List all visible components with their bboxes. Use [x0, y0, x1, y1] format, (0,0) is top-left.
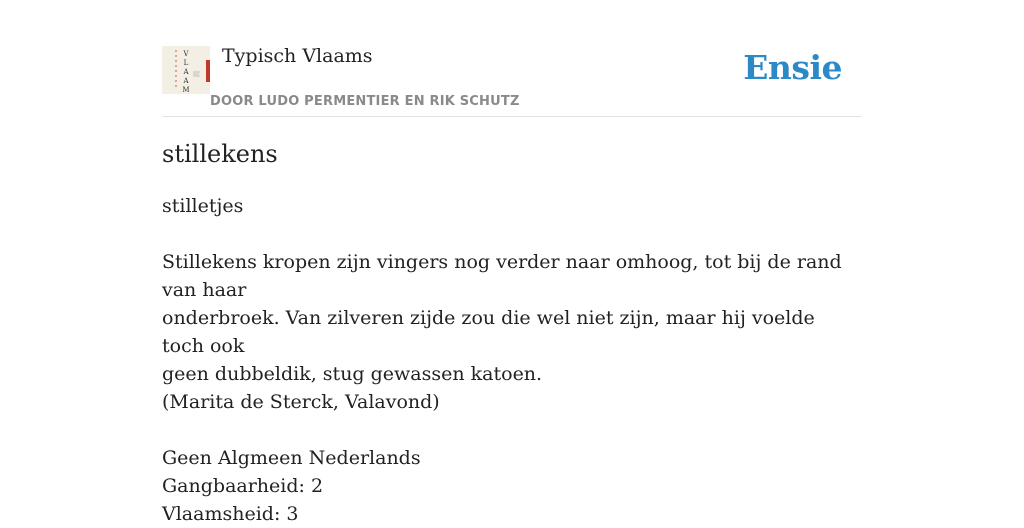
note-gangbaarheid: Gangbaarheid: 2: [162, 475, 324, 497]
svg-text:A: A: [183, 77, 189, 85]
ensie-logo[interactable]: Ensie: [743, 48, 842, 87]
entry-translation: stilletjes: [162, 195, 244, 217]
note-vlaamsheid: Vlaamsheid: 3: [162, 503, 299, 525]
entry-title: stillekens: [162, 140, 278, 168]
author-byline: DOOR LUDO PERMENTIER EN RIK SCHUTZ: [210, 94, 520, 109]
quote-line: Stillekens kropen zijn vingers nog verder naar omhoog, tot bij de rand van haar: [162, 251, 842, 301]
svg-text:V: V: [183, 50, 189, 58]
vlaams-logo-icon: [162, 46, 210, 94]
blog-avatar[interactable]: [162, 46, 210, 94]
blog-title-link[interactable]: Typisch Vlaams: [222, 45, 373, 67]
post-card: [162, 0, 862, 525]
note-standard-dutch: Geen Algmeen Nederlands: [162, 447, 421, 469]
svg-text:A: A: [183, 68, 189, 76]
quote-source: (Marita de Sterck, Valavond): [162, 391, 440, 413]
paragraph-spacer: [162, 416, 862, 444]
entry-content: [162, 192, 862, 528]
quote-line: onderbroek. Van zilveren zijde zou die wel niet zijn, maar hij voelde toch ook: [162, 307, 815, 357]
post-header: [162, 0, 862, 117]
svg-text:M: M: [182, 86, 190, 94]
quote-line: geen dubbeldik, stug gewassen katoen.: [162, 363, 543, 385]
svg-text:L: L: [183, 59, 189, 67]
paragraph-spacer: [162, 220, 862, 248]
